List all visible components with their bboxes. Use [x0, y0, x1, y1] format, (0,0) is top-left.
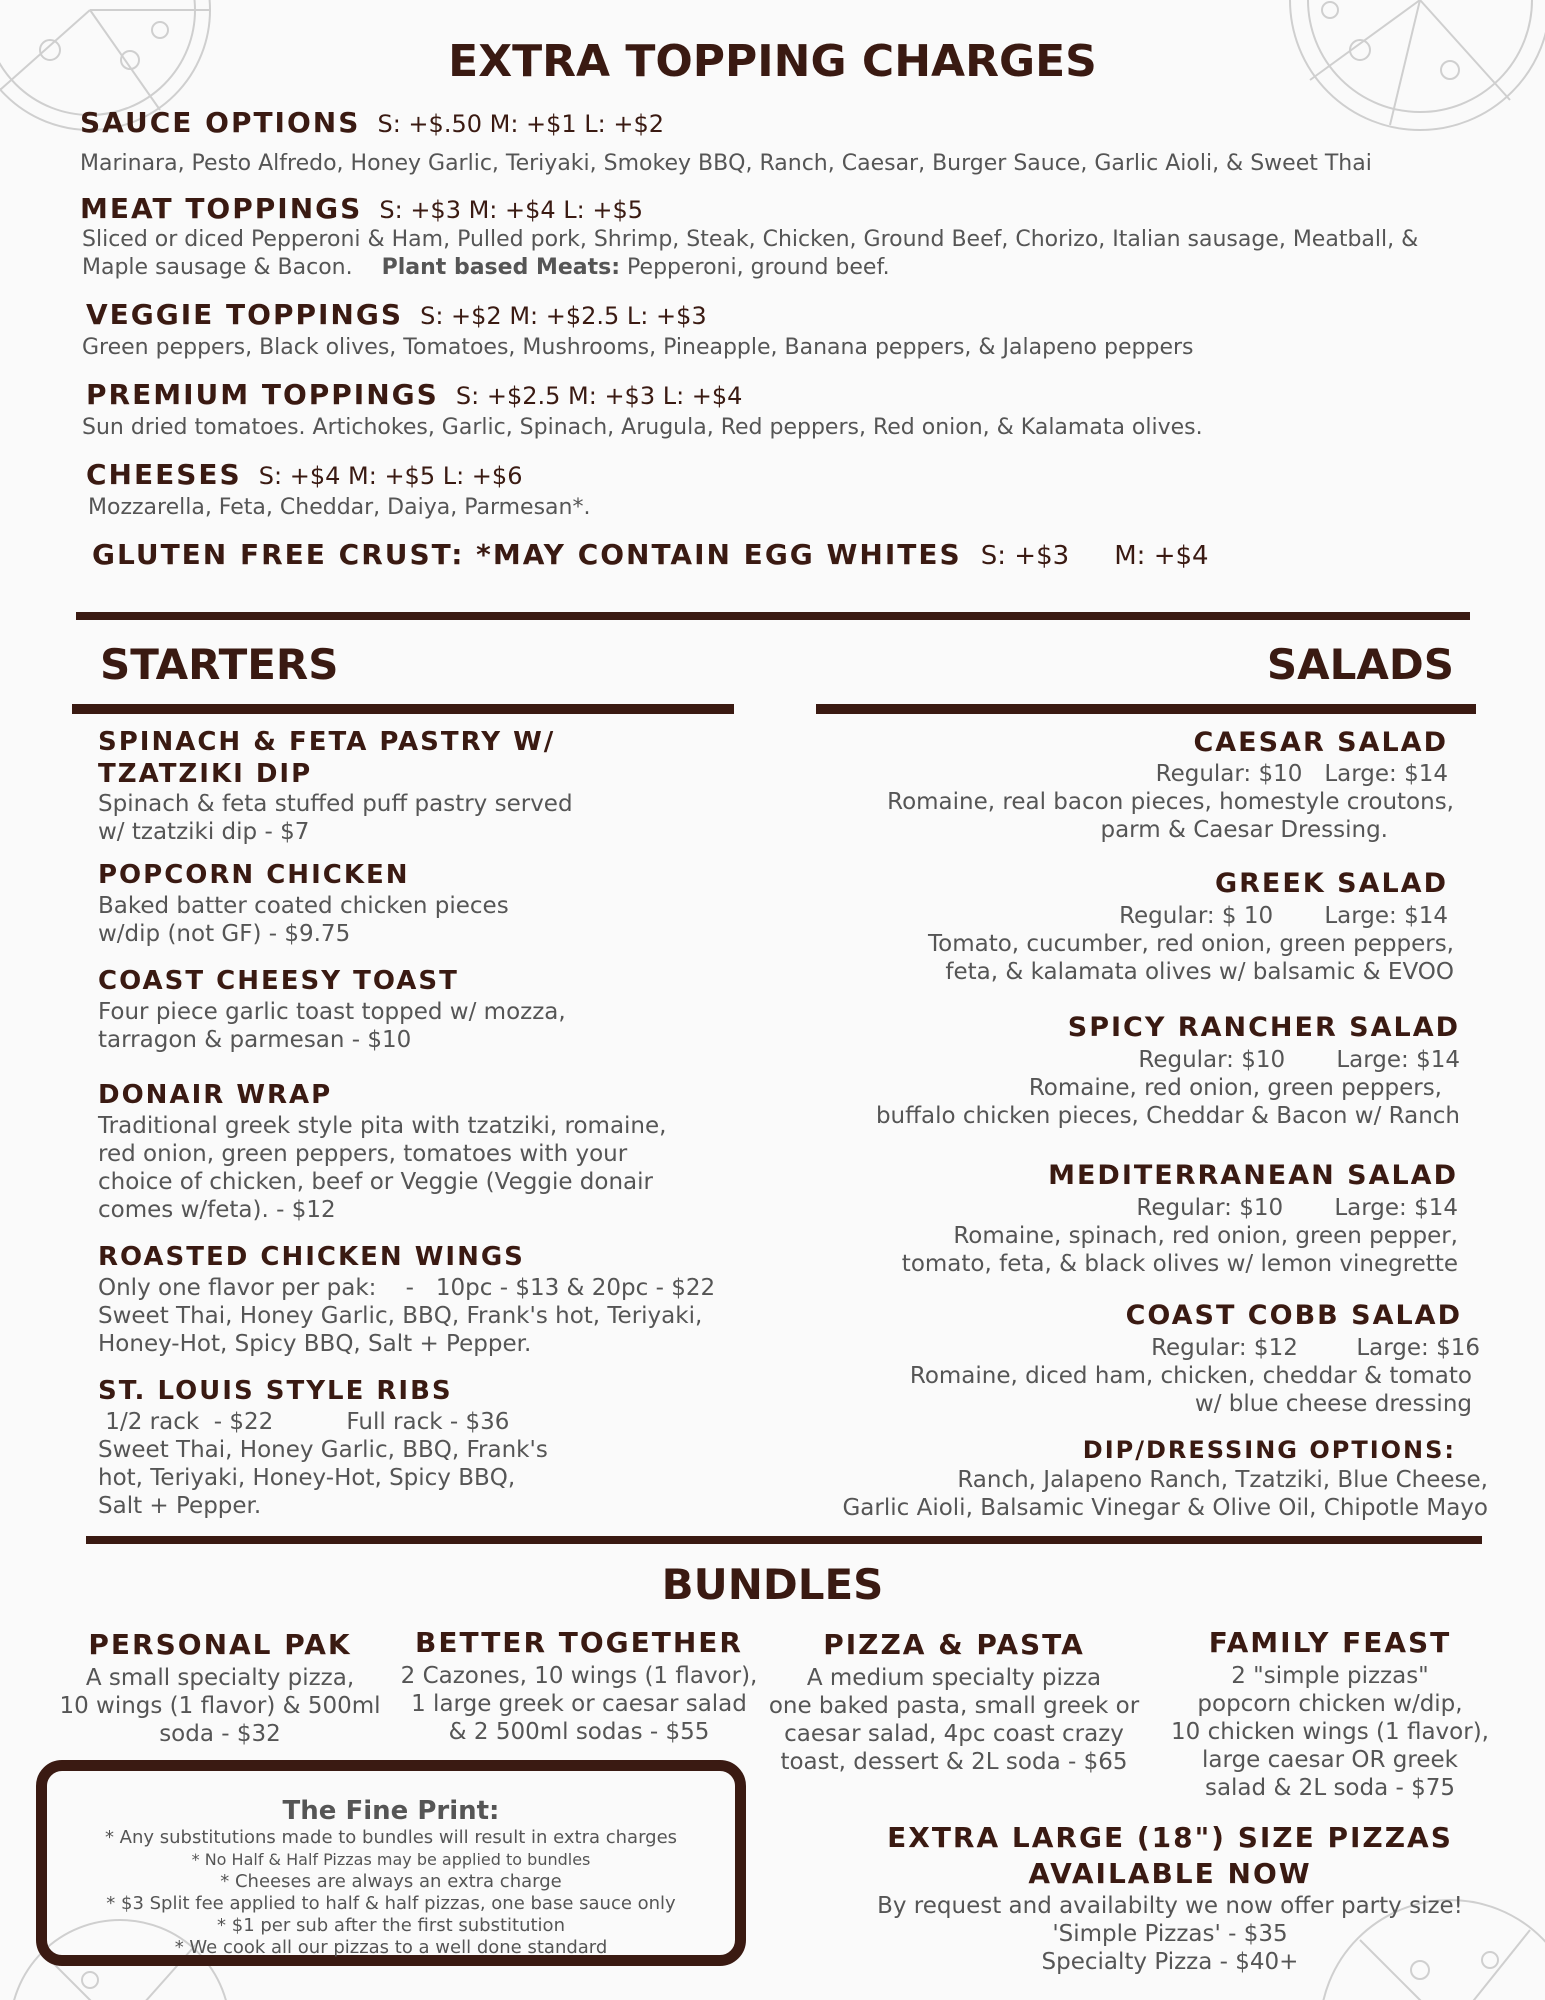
salad-desc: Romaine, real bacon pieces, homestyle croutons, — [887, 789, 1454, 815]
salad-desc: feta, & kalamata olives w/ balsamic & EVOO — [945, 959, 1454, 985]
divider — [816, 704, 1476, 714]
premium-prices: S: +$2.5 M: +$3 L: +$4 — [455, 382, 743, 410]
premium-heading: PREMIUM TOPPINGS — [86, 378, 439, 411]
starter-name: COAST CHEESY TOAST — [98, 966, 459, 996]
starter-desc: hot, Teriyaki, Honey-Hot, Spicy BBQ, — [98, 1465, 516, 1491]
bundle-desc: & 2 500ml sodas - $55 — [448, 1719, 710, 1745]
salad-desc: tomato, feta, & black olives w/ lemon vinegrette — [901, 1251, 1458, 1277]
starter-desc: choice of chicken, beef or Veggie (Veggie donair — [98, 1169, 653, 1195]
divider — [76, 612, 1470, 620]
starter-name: TZATZIKI DIP — [98, 759, 313, 789]
sauce-heading: SAUCE OPTIONS — [80, 106, 361, 139]
gluten-section — [92, 538, 1209, 571]
meat-prices: S: +$3 M: +$4 L: +$5 — [379, 196, 644, 224]
bundle-item — [396, 1624, 762, 1746]
starter-name: ROASTED CHICKEN WINGS — [98, 1242, 525, 1272]
salad-prices: Regular: $10 Large: $14 — [1138, 1047, 1460, 1073]
xl-title-2: AVAILABLE NOW — [1028, 1857, 1312, 1890]
salads-title: SALADS — [1266, 640, 1454, 689]
salad-name: CAESAR SALAD — [1193, 727, 1448, 758]
veggie-prices: S: +$2 M: +$2.5 L: +$3 — [420, 302, 707, 330]
starter-name: DONAIR WRAP — [98, 1080, 333, 1110]
divider — [72, 704, 734, 714]
bundle-name: FAMILY FEAST — [1208, 1626, 1452, 1659]
bundle-desc: 10 chicken wings (1 flavor), — [1171, 1719, 1489, 1745]
starter-desc: Honey-Hot, Spicy BBQ, Salt + Pepper. — [98, 1331, 532, 1357]
starter-desc: red onion, green peppers, tomatoes with your — [98, 1141, 628, 1167]
salad-desc: Tomato, cucumber, red onion, green peppers, — [927, 931, 1454, 957]
bundle-desc: one baked pasta, small greek or — [768, 1693, 1140, 1719]
meat-desc-line: Maple sausage & Bacon. — [82, 255, 353, 280]
starter-desc: 1/2 rack - $22 Full rack - $36 — [98, 1409, 510, 1435]
starter-name: SPINACH & FETA PASTRY W/ — [98, 727, 556, 757]
fine-print-line: * $3 Split fee applied to half & half pizzas, one base sauce only — [106, 1893, 676, 1914]
salad-item — [820, 1298, 1480, 1418]
dip-section — [820, 1434, 1488, 1522]
cheeses-prices: S: +$4 M: +$5 L: +$6 — [258, 462, 523, 490]
gluten-heading: GLUTEN FREE CRUST: *MAY CONTAIN EGG WHITES — [92, 538, 962, 571]
bundle-desc: 1 large greek or caesar salad — [411, 1691, 747, 1717]
starter-desc: Traditional greek style pita with tzatziki, romaine, — [98, 1113, 667, 1139]
plant-desc: Pepperoni, ground beef. — [627, 255, 890, 280]
dip-desc: Ranch, Jalapeno Ranch, Tzatziki, Blue Cheese, — [957, 1467, 1488, 1493]
salad-name: GREEK SALAD — [1214, 868, 1448, 899]
fine-print-line: * $1 per sub after the first substitution — [217, 1915, 565, 1936]
dip-title: DIP/DRESSING OPTIONS: — [1082, 1436, 1456, 1464]
bundle-desc: popcorn chicken w/dip, — [1197, 1691, 1463, 1717]
salad-name: SPICY RANCHER SALAD — [1067, 1012, 1460, 1043]
xl-desc: 'Simple Pizzas' - $35 — [1052, 1921, 1288, 1947]
dip-desc: Garlic Aioli, Balsamic Vinegar & Olive Oil, Chipotle Mayo — [842, 1495, 1488, 1521]
starter-desc: Spinach & feta stuffed puff pastry served — [98, 791, 573, 817]
starter-desc: Sweet Thai, Honey Garlic, BBQ, Frank's hot, Teriyaki, — [98, 1303, 703, 1329]
bundle-name: BETTER TOGETHER — [415, 1626, 743, 1659]
starter-desc: w/ tzatziki dip - $7 — [98, 819, 310, 845]
bundle-item — [1160, 1624, 1500, 1802]
bundles-title: BUNDLES — [661, 1560, 884, 1609]
fine-print-box — [36, 1760, 746, 1966]
gluten-price-m: M: +$4 — [1114, 541, 1209, 571]
plant-label: Plant based Meats: — [381, 255, 621, 280]
starter-desc: Four piece garlic toast topped w/ mozza, — [98, 999, 566, 1025]
premium-section — [86, 378, 742, 411]
salad-desc: Romaine, red onion, green peppers, — [1028, 1075, 1442, 1101]
xl-desc: Specialty Pizza - $40+ — [1041, 1949, 1299, 1975]
fine-print-line: * Cheeses are always an extra charge — [220, 1871, 562, 1892]
starter-desc: Only one flavor per pak: - 10pc - $13 & 20pc - $22 — [98, 1275, 716, 1301]
veggie-section — [86, 298, 707, 331]
bundle-name: PIZZA & PASTA — [823, 1628, 1085, 1661]
starter-desc: Sweet Thai, Honey Garlic, BBQ, Frank's — [98, 1437, 548, 1463]
fine-print-line: * We cook all our pizzas to a well done standard — [174, 1937, 608, 1958]
bundle-desc: soda - $32 — [159, 1721, 281, 1747]
veggie-heading: VEGGIE TOPPINGS — [86, 298, 403, 331]
salad-desc: Romaine, diced ham, chicken, cheddar & tomato — [909, 1363, 1472, 1389]
starter-item — [98, 726, 718, 846]
fine-print-line: * Any substitutions made to bundles will result in extra charges — [104, 1827, 678, 1848]
meat-heading: MEAT TOPPINGS — [80, 192, 363, 225]
meat-desc-2 — [82, 254, 890, 282]
xl-section — [840, 1820, 1500, 1976]
bundle-desc: large caesar OR greek — [1202, 1747, 1458, 1773]
sauce-desc: Marinara, Pesto Alfredo, Honey Garlic, Teriyaki, Smokey BBQ, Ranch, Caesar, Burger Sauce, Garlic Aioli, & Sweet Thai — [80, 151, 1372, 176]
salad-desc: w/ blue cheese dressing — [1194, 1391, 1472, 1417]
bundle-desc: 2 Cazones, 10 wings (1 flavor), — [400, 1663, 758, 1689]
bundle-desc: 2 "simple pizzas" — [1231, 1663, 1429, 1689]
starter-item — [98, 1078, 778, 1224]
starter-desc: tarragon & parmesan - $10 — [98, 1027, 412, 1053]
bundle-desc: 10 wings (1 flavor) & 500ml — [59, 1693, 381, 1719]
starter-item — [98, 964, 718, 1054]
cheeses-heading: CHEESES — [86, 458, 242, 491]
salad-item — [820, 726, 1454, 844]
starters-title: STARTERS — [100, 640, 339, 689]
salad-item — [820, 1010, 1460, 1130]
toppings-title: EXTRA TOPPING CHARGES — [448, 36, 1097, 87]
bundle-desc: salad & 2L soda - $75 — [1204, 1775, 1456, 1801]
bundle-desc: A medium specialty pizza — [806, 1665, 1102, 1691]
starter-desc: w/dip (not GF) - $9.75 — [98, 921, 351, 947]
premium-desc: Sun dried tomatoes. Artichokes, Garlic, Spinach, Arugula, Red peppers, Red onion, & Kalamata olives. — [82, 415, 1203, 440]
salad-prices: Regular: $10 Large: $14 — [1136, 1195, 1458, 1221]
sauce-section — [80, 106, 664, 139]
starter-item — [98, 1374, 718, 1520]
veggie-desc: Green peppers, Black olives, Tomatoes, Mushrooms, Pineapple, Banana peppers, & Jalapeno peppers — [82, 335, 1194, 360]
gluten-price-s: S: +$3 — [980, 541, 1070, 571]
bundle-name: PERSONAL PAK — [88, 1628, 352, 1661]
starter-item — [98, 858, 718, 948]
fine-print-title: The Fine Print: — [282, 1796, 500, 1826]
sauce-prices: S: +$.50 M: +$1 L: +$2 — [377, 110, 665, 138]
salad-name: COAST COBB SALAD — [1125, 1300, 1462, 1331]
salad-item — [820, 1158, 1458, 1278]
starter-item — [98, 1240, 798, 1358]
meat-desc: Sliced or diced Pepperoni & Ham, Pulled pork, Shrimp, Steak, Chicken, Ground Beef, Chorizo, Italian sausage, Meatball, & — [82, 227, 1419, 252]
salad-desc: Romaine, spinach, red onion, green pepper, — [953, 1223, 1458, 1249]
salad-prices: Regular: $12 Large: $16 — [1151, 1335, 1480, 1361]
salad-item — [820, 866, 1454, 986]
bundle-item — [764, 1626, 1144, 1776]
salad-desc: buffalo chicken pieces, Cheddar & Bacon w/ Ranch — [875, 1103, 1460, 1129]
fine-print-line: * No Half & Half Pizzas may be applied to bundles — [191, 1850, 591, 1869]
salad-prices: Regular: $10 Large: $14 — [1155, 761, 1448, 787]
divider — [86, 1536, 1482, 1544]
bundle-desc: A small specialty pizza, — [85, 1665, 355, 1691]
bundle-item — [40, 1626, 400, 1748]
bundle-desc: toast, dessert & 2L soda - $65 — [780, 1749, 1128, 1775]
salad-desc: parm & Caesar Dressing. — [1100, 817, 1388, 843]
bundle-desc: caesar salad, 4pc coast crazy — [784, 1721, 1124, 1747]
meat-section — [80, 192, 643, 225]
starter-desc: Baked batter coated chicken pieces — [98, 893, 509, 919]
cheeses-section — [86, 458, 522, 491]
starter-name: ST. LOUIS STYLE RIBS — [98, 1376, 453, 1406]
salad-prices: Regular: $ 10 Large: $14 — [1119, 903, 1448, 929]
xl-title: EXTRA LARGE (18") SIZE PIZZAS — [887, 1821, 1453, 1854]
salad-name: MEDITERRANEAN SALAD — [1048, 1160, 1458, 1191]
starter-desc: comes w/feta). - $12 — [98, 1197, 336, 1223]
cheeses-desc: Mozzarella, Feta, Cheddar, Daiya, Parmesan*. — [88, 495, 591, 520]
xl-desc: By request and availabilty we now offer party size! — [877, 1893, 1463, 1919]
starter-desc: Salt + Pepper. — [98, 1493, 262, 1519]
starter-name: POPCORN CHICKEN — [98, 860, 410, 890]
